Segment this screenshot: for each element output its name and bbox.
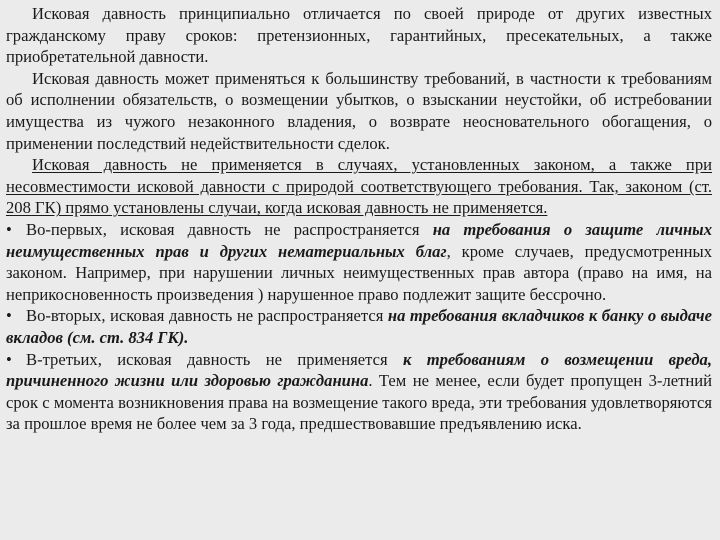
bullet-marker: • [6, 306, 12, 326]
bullet-lead-text: Во-вторых, исковая давность не распространяется [26, 306, 388, 326]
bullet-marker: • [6, 349, 12, 369]
bullet-marker: • [6, 219, 12, 239]
bullet-tail-text: . Тем не менее, если будет пропущен 3-летний срок с момента возникновения права на возмещение такого вреда, эти требования удовлетворяются за прошлое время не более чем за 3 года, предшествовавшие предъявлению иска. [6, 371, 712, 434]
bullet-lead-text: Во-первых, исковая давность не распространяется [26, 219, 433, 239]
bullet-item-personal-rights [6, 219, 712, 305]
bullet-emphasis-text: на требования вкладчиков к банку о выдаче вкладов (см. ст. 834 ГК). [6, 306, 712, 347]
paragraph-limitation-scope: Исковая давность может применяться к большинству требований, в частности к требованиям об исполнении обязательств, о возмещении убытков, о взыскании неустойки, об истребовании имущества из чужого незаконного владения, о возврате неосновательного обогащения, о применении последствий недействительности сделок. [6, 68, 712, 153]
bullet-item-harm-compensation [6, 349, 712, 435]
document-page [6, 3, 712, 535]
paragraph-limitation-exceptions: Исковая давность не применяется в случаях, установленных законом, а также при несовместимости исковой давности с природой соответствующего требования. Так, законом (ст. 208 ГК) прямо установлены случаи, когда исковая давность не применяется. [6, 155, 712, 218]
bullet-tail-text: , кроме случаев, предусмотренных законом. Например, при нарушении личных неимущественных прав автора (право на имя, на неприкосновенность произведения ) нарушенное право подлежит защите бессрочно. [6, 241, 712, 304]
paragraph-limitation-nature: Исковая давность принципиально отличается по своей природе от других известных гражданскому праву сроков: претензионных, гарантийных, пресекательных, а также приобретательной давности. [6, 4, 712, 67]
bullet-emphasis-text: на требования о защите личных неимущественных прав и других нематериальных благ [6, 219, 712, 261]
bullet-emphasis-text: к требованиям о возмещении вреда, причиненного жизни или здоровью гражданина [6, 349, 712, 391]
bullet-item-bank-deposits [6, 305, 712, 348]
bullet-lead-text: В-третьих, исковая давность не применяется [26, 349, 403, 369]
